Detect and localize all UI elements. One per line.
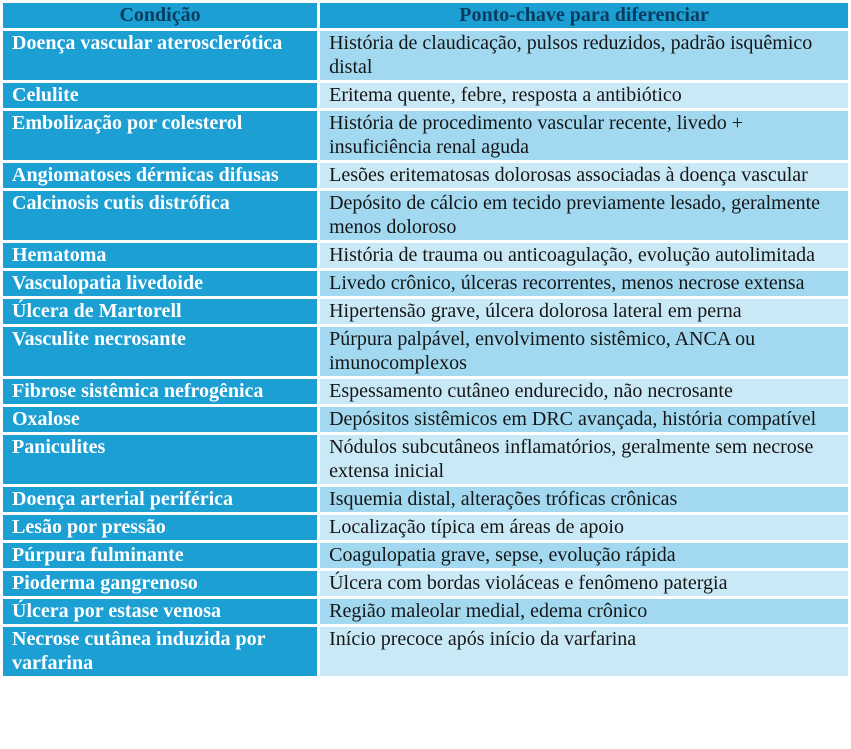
table-row <box>3 571 848 596</box>
condition-cell: Vasculite necrosante <box>3 327 317 376</box>
condition-cell: Vasculopatia livedoide <box>3 271 317 296</box>
condition-cell: Celulite <box>3 83 317 108</box>
table-row <box>3 299 848 324</box>
column-header-keypoint: Ponto-chave para diferenciar <box>320 3 848 28</box>
table-row <box>3 543 848 568</box>
condition-cell: Necrose cutânea induzida por varfarina <box>3 627 317 676</box>
condition-cell: Fibrose sistêmica nefrogênica <box>3 379 317 404</box>
table-row <box>3 515 848 540</box>
table-row <box>3 111 848 160</box>
keypoint-cell: Início precoce após início da varfarina <box>320 627 848 676</box>
keypoint-cell: História de procedimento vascular recente, livedo + insuficiência renal aguda <box>320 111 848 160</box>
keypoint-cell: Livedo crônico, úlceras recorrentes, menos necrose extensa <box>320 271 848 296</box>
table-row <box>3 327 848 376</box>
condition-cell: Hematoma <box>3 243 317 268</box>
keypoint-cell: Púrpura palpável, envolvimento sistêmico, ANCA ou imunocomplexos <box>320 327 848 376</box>
keypoint-cell: Depósito de cálcio em tecido previamente lesado, geralmente menos doloroso <box>320 191 848 240</box>
keypoint-cell: Isquemia distal, alterações tróficas crônicas <box>320 487 848 512</box>
keypoint-cell: Úlcera com bordas violáceas e fenômeno patergia <box>320 571 848 596</box>
condition-cell: Oxalose <box>3 407 317 432</box>
keypoint-cell: Espessamento cutâneo endurecido, não necrosante <box>320 379 848 404</box>
keypoint-cell: Depósitos sistêmicos em DRC avançada, história compatível <box>320 407 848 432</box>
keypoint-cell: História de claudicação, pulsos reduzidos, padrão isquêmico distal <box>320 31 848 80</box>
condition-cell: Paniculites <box>3 435 317 484</box>
table-header-row <box>3 3 848 28</box>
condition-cell: Doença vascular aterosclerótica <box>3 31 317 80</box>
keypoint-cell: Lesões eritematosas dolorosas associadas à doença vascular <box>320 163 848 188</box>
keypoint-cell: História de trauma ou anticoagulação, evolução autolimitada <box>320 243 848 268</box>
table-row <box>3 627 848 676</box>
table-row <box>3 243 848 268</box>
table-row <box>3 191 848 240</box>
table-row <box>3 163 848 188</box>
keypoint-cell: Coagulopatia grave, sepse, evolução rápida <box>320 543 848 568</box>
keypoint-cell: Nódulos subcutâneos inflamatórios, geralmente sem necrose extensa inicial <box>320 435 848 484</box>
keypoint-cell: Região maleolar medial, edema crônico <box>320 599 848 624</box>
table-row <box>3 271 848 296</box>
table-row <box>3 487 848 512</box>
condition-cell: Embolização por colesterol <box>3 111 317 160</box>
table-row <box>3 435 848 484</box>
table-row <box>3 31 848 80</box>
table-row <box>3 379 848 404</box>
keypoint-cell: Hipertensão grave, úlcera dolorosa lateral em perna <box>320 299 848 324</box>
table-row <box>3 599 848 624</box>
condition-cell: Púrpura fulminante <box>3 543 317 568</box>
table-row <box>3 83 848 108</box>
condition-cell: Doença arterial periférica <box>3 487 317 512</box>
keypoint-cell: Eritema quente, febre, resposta a antibiótico <box>320 83 848 108</box>
condition-cell: Pioderma gangrenoso <box>3 571 317 596</box>
column-header-condition: Condição <box>3 3 317 28</box>
condition-cell: Úlcera de Martorell <box>3 299 317 324</box>
condition-cell: Angiomatoses dérmicas difusas <box>3 163 317 188</box>
condition-cell: Calcinosis cutis distrófica <box>3 191 317 240</box>
condition-cell: Úlcera por estase venosa <box>3 599 317 624</box>
keypoint-cell: Localização típica em áreas de apoio <box>320 515 848 540</box>
condition-cell: Lesão por pressão <box>3 515 317 540</box>
table-row <box>3 407 848 432</box>
